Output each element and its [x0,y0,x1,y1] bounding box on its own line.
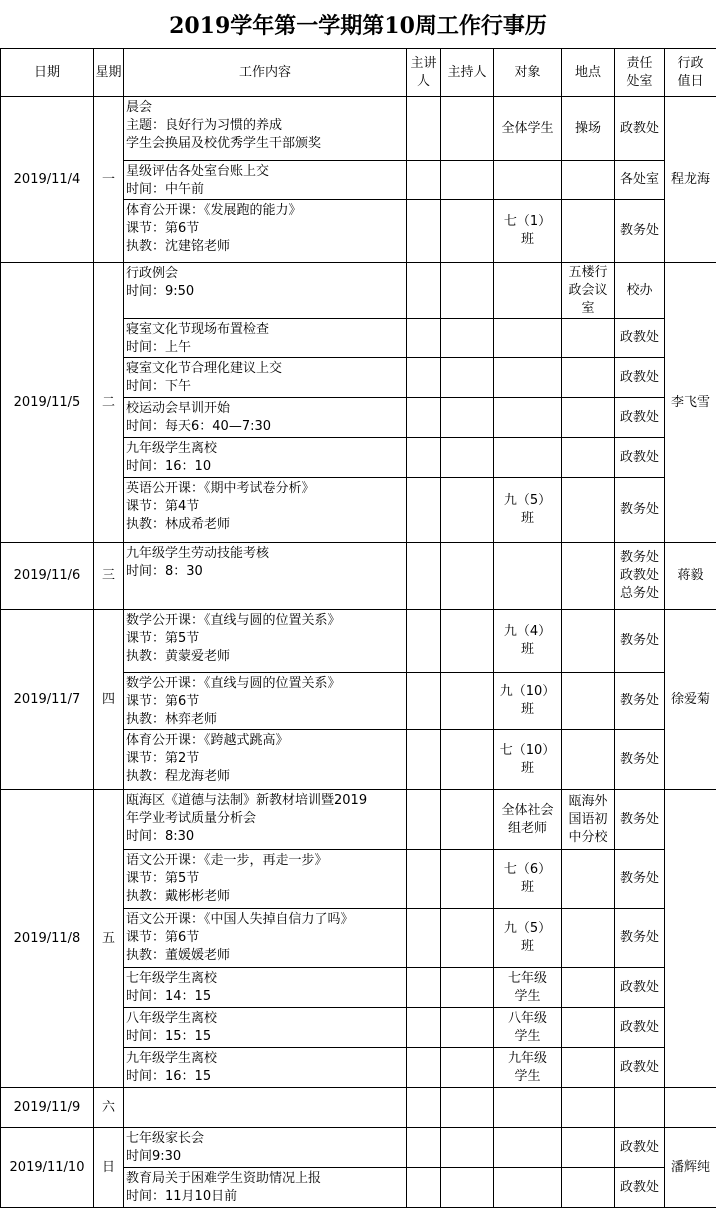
event-line: 九年级学生劳动技能考核 [126,545,406,563]
event-content-cell [124,1088,407,1128]
event-line: 时间：11月10日前 [126,1188,406,1206]
speaker-cell [407,543,441,610]
location-cell [562,263,615,319]
target-line: 班 [494,231,561,249]
target-cell [494,909,562,968]
location-cell [562,730,615,790]
dept-line: 政教处 [615,1139,664,1157]
event-content-cell [124,1008,407,1048]
event-line: 星级评估各处室台账上交 [126,163,406,181]
target-cell [494,478,562,543]
event-line: 执教：沈建铭老师 [126,238,406,256]
target-line: 全体学生 [494,120,561,138]
target-cell [494,610,562,673]
event-line: 课节：第4节 [126,498,406,516]
event-line: 行政例会 [126,265,406,283]
dept-cell [615,1008,665,1048]
dept-line: 教务处 [615,870,664,888]
event-line: 主题：良好行为习惯的养成 [126,117,406,135]
target-cell [494,97,562,161]
event-line: 时间：8：30 [126,563,406,581]
header-dept [615,49,665,97]
date-cell: 2019/11/4 [1,97,94,263]
event-content-cell [124,1048,407,1088]
event-content-cell [124,543,407,610]
dept-line: 政教处 [615,329,664,347]
weekday-cell: 日 [94,1128,124,1208]
dept-line: 政教处 [615,449,664,467]
host-cell [441,673,494,730]
target-line: 八年级 [494,1010,561,1028]
schedule-row [1,790,716,850]
date-cell: 2019/11/8 [1,790,94,1088]
speaker-cell [407,1168,441,1208]
target-line: 九年级 [494,1050,561,1068]
dept-line: 政教处 [615,120,664,138]
speaker-cell [407,1128,441,1168]
location-cell [562,358,615,398]
location-line: 室 [562,300,614,318]
target-line: 七（10） [494,742,561,760]
target-cell [494,438,562,478]
duty-cell: 徐爱菊 [665,610,716,790]
location-cell [562,1168,615,1208]
location-cell [562,478,615,543]
speaker-cell [407,478,441,543]
location-line: 五楼行 [562,264,614,282]
header-duty [665,49,716,97]
target-line: 七（1） [494,213,561,231]
host-cell [441,1088,494,1128]
host-cell [441,1048,494,1088]
date-cell: 2019/11/6 [1,543,94,610]
host-cell [441,398,494,438]
location-cell [562,790,615,850]
event-line: 时间：15：15 [126,1028,406,1046]
dept-cell [615,1048,665,1088]
speaker-cell [407,358,441,398]
target-line: 七（6） [494,861,561,879]
header-dept-line: 处室 [615,73,664,91]
dept-cell [615,1128,665,1168]
event-content-cell [124,358,407,398]
event-line: 课节：第5节 [126,870,406,888]
speaker-cell [407,673,441,730]
event-line: 数学公开课：《直线与圆的位置关系》 [126,675,406,693]
host-cell [441,543,494,610]
location-cell [562,438,615,478]
event-line: 时间：下午 [126,378,406,396]
event-content-cell [124,97,407,161]
host-cell [441,1168,494,1208]
location-cell [562,161,615,200]
target-cell [494,850,562,909]
header-weekday: 星期 [94,49,124,97]
target-cell [494,161,562,200]
host-cell [441,968,494,1008]
host-cell [441,97,494,161]
speaker-cell [407,200,441,263]
event-content-cell [124,1168,407,1208]
event-line: 课节：第6节 [126,929,406,947]
target-cell [494,398,562,438]
host-cell [441,730,494,790]
header-speaker-line: 人 [407,73,440,91]
dept-cell [615,968,665,1008]
schedule-body [1,97,716,1208]
host-cell [441,1008,494,1048]
speaker-cell [407,319,441,358]
target-cell [494,1048,562,1088]
target-line: 班 [494,510,561,528]
target-cell [494,358,562,398]
location-cell [562,850,615,909]
event-line: 时间：16：10 [126,458,406,476]
event-line: 英语公开课：《期中考试卷分析》 [126,480,406,498]
event-line: 课节：第6节 [126,693,406,711]
target-line: 七年级 [494,970,561,988]
dept-line: 教务处 [615,549,664,567]
location-line: 操场 [562,120,614,138]
schedule-row [1,1088,716,1128]
target-cell [494,673,562,730]
speaker-cell [407,610,441,673]
dept-line: 教务处 [615,501,664,519]
target-line: 九（10） [494,683,561,701]
date-cell: 2019/11/9 [1,1088,94,1128]
page-title: 2019学年第一学期第10周工作行事历 [0,0,716,48]
dept-cell [615,730,665,790]
host-cell [441,438,494,478]
target-line: 学生 [494,988,561,1006]
event-line: 执教：程龙海老师 [126,768,406,786]
dept-line: 政教处 [615,567,664,585]
weekday-cell: 二 [94,263,124,543]
event-line: 时间：16：15 [126,1068,406,1086]
event-line: 执教：黄蒙爱老师 [126,648,406,666]
header-content: 工作内容 [124,49,407,97]
speaker-cell [407,1008,441,1048]
location-cell [562,610,615,673]
target-cell [494,200,562,263]
speaker-cell [407,968,441,1008]
target-line: 班 [494,701,561,719]
event-line: 九年级学生离校 [126,440,406,458]
dept-cell [615,319,665,358]
location-cell [562,97,615,161]
speaker-cell [407,850,441,909]
dept-line: 教务处 [615,811,664,829]
date-cell: 2019/11/5 [1,263,94,543]
location-line: 国语初 [562,811,614,829]
target-cell [494,543,562,610]
event-line: 学生会换届及校优秀学生干部颁奖 [126,135,406,153]
date-cell: 2019/11/7 [1,610,94,790]
event-content-cell [124,263,407,319]
dept-line: 教务处 [615,632,664,650]
event-line: 寝室文化节现场布置检查 [126,321,406,339]
event-line: 语文公开课：《走一步，再走一步》 [126,852,406,870]
location-cell [562,543,615,610]
header-duty-line: 行政 [665,55,716,73]
schedule-row [1,610,716,673]
event-line: 七年级家长会 [126,1130,406,1148]
event-line: 寝室文化节合理化建议上交 [126,360,406,378]
dept-line: 政教处 [615,409,664,427]
host-cell [441,1128,494,1168]
event-line: 晨会 [126,99,406,117]
event-content-cell [124,850,407,909]
target-cell [494,1008,562,1048]
event-line: 七年级学生离校 [126,970,406,988]
target-line: 班 [494,641,561,659]
event-line: 执教：戴彬彬老师 [126,888,406,906]
speaker-cell [407,97,441,161]
target-cell [494,968,562,1008]
dept-line: 教务处 [615,751,664,769]
event-line: 年学业考试质量分析会 [126,810,406,828]
event-line: 执教：林弈老师 [126,711,406,729]
location-cell [562,398,615,438]
event-line: 体育公开课：《跨越式跳高》 [126,732,406,750]
speaker-cell [407,1048,441,1088]
header-target: 对象 [494,49,562,97]
location-cell [562,200,615,263]
header-speaker [407,49,441,97]
duty-cell: 程龙海 [665,97,716,263]
dept-line: 教务处 [615,929,664,947]
location-cell [562,1128,615,1168]
header-dept-line: 责任 [615,55,664,73]
dept-line: 政教处 [615,1019,664,1037]
event-line: 教育局关于困难学生资助情况上报 [126,1170,406,1188]
header-location: 地点 [562,49,615,97]
event-line: 时间：每天6：40—7:30 [126,418,406,436]
location-cell [562,1088,615,1128]
event-line: 执教：董媛媛老师 [126,947,406,965]
target-line: 学生 [494,1028,561,1046]
target-line: 全体社会 [494,802,561,820]
event-line: 执教：林成希老师 [126,516,406,534]
dept-cell [615,263,665,319]
dept-cell [615,909,665,968]
header-date: 日期 [1,49,94,97]
dept-line: 政教处 [615,1179,664,1197]
dept-cell [615,438,665,478]
dept-cell [615,1168,665,1208]
weekday-cell: 五 [94,790,124,1088]
host-cell [441,478,494,543]
host-cell [441,909,494,968]
schedule-row [1,263,716,319]
speaker-cell [407,263,441,319]
event-line: 数学公开课：《直线与圆的位置关系》 [126,612,406,630]
host-cell [441,610,494,673]
weekday-cell: 三 [94,543,124,610]
location-cell [562,909,615,968]
event-line: 时间：9:50 [126,283,406,301]
dept-line: 总务处 [615,585,664,603]
dept-line: 教务处 [615,692,664,710]
event-content-cell [124,610,407,673]
duty-cell: 李飞雪 [665,263,716,543]
location-cell [562,1008,615,1048]
event-line: 时间：8:30 [126,828,406,846]
location-line: 政会议 [562,282,614,300]
event-line: 课节：第5节 [126,630,406,648]
dept-cell [615,610,665,673]
dept-cell [615,673,665,730]
duty-cell [665,790,716,1088]
dept-cell [615,398,665,438]
dept-line: 政教处 [615,979,664,997]
date-cell: 2019/11/10 [1,1128,94,1208]
target-line: 班 [494,938,561,956]
event-line: 时间：14：15 [126,988,406,1006]
target-cell [494,1088,562,1128]
dept-line: 校办 [615,282,664,300]
event-content-cell [124,438,407,478]
event-content-cell [124,161,407,200]
event-content-cell [124,478,407,543]
host-cell [441,850,494,909]
event-content-cell [124,673,407,730]
location-cell [562,1048,615,1088]
duty-cell: 潘辉纯 [665,1128,716,1208]
event-line: 时间9:30 [126,1148,406,1166]
host-cell [441,200,494,263]
schedule-row [1,97,716,161]
header-host: 主持人 [441,49,494,97]
target-line: 九（5） [494,920,561,938]
event-content-cell [124,730,407,790]
speaker-cell [407,438,441,478]
location-line: 瓯海外 [562,793,614,811]
target-cell [494,263,562,319]
header-speaker-line: 主讲 [407,55,440,73]
dept-cell [615,478,665,543]
target-line: 学生 [494,1068,561,1086]
location-line: 中分校 [562,829,614,847]
event-content-cell [124,1128,407,1168]
target-cell [494,1168,562,1208]
dept-cell [615,850,665,909]
location-cell [562,319,615,358]
event-line: 课节：第6节 [126,220,406,238]
weekday-cell: 四 [94,610,124,790]
host-cell [441,319,494,358]
speaker-cell [407,161,441,200]
host-cell [441,358,494,398]
target-line: 班 [494,879,561,897]
event-line: 体育公开课：《发展跑的能力》 [126,202,406,220]
schedule-row [1,543,716,610]
duty-cell: 蒋毅 [665,543,716,610]
host-cell [441,263,494,319]
dept-cell [615,543,665,610]
event-line: 九年级学生离校 [126,1050,406,1068]
event-line: 语文公开课：《中国人失掉自信力了吗》 [126,911,406,929]
dept-line: 教务处 [615,222,664,240]
host-cell [441,161,494,200]
event-content-cell [124,790,407,850]
speaker-cell [407,730,441,790]
target-line: 九（5） [494,492,561,510]
schedule-row [1,1128,716,1168]
dept-cell [615,161,665,200]
speaker-cell [407,398,441,438]
event-content-cell [124,319,407,358]
event-line: 课节：第2节 [126,750,406,768]
target-cell [494,1128,562,1168]
event-content-cell [124,909,407,968]
dept-cell [615,790,665,850]
event-line: 时间：上午 [126,339,406,357]
dept-line: 政教处 [615,1059,664,1077]
dept-line: 各处室 [615,171,664,189]
event-line: 瓯海区《道德与法制》新教材培训暨2019 [126,792,406,810]
target-line: 组老师 [494,820,561,838]
speaker-cell [407,1088,441,1128]
dept-cell [615,97,665,161]
location-cell [562,673,615,730]
dept-cell [615,200,665,263]
event-line: 校运动会早训开始 [126,400,406,418]
target-cell [494,730,562,790]
weekday-cell: 六 [94,1088,124,1128]
event-content-cell [124,968,407,1008]
speaker-cell [407,909,441,968]
target-cell [494,790,562,850]
host-cell [441,790,494,850]
target-line: 班 [494,760,561,778]
event-content-cell [124,200,407,263]
dept-cell [615,1088,665,1128]
dept-cell [615,358,665,398]
dept-line: 政教处 [615,369,664,387]
event-content-cell [124,398,407,438]
speaker-cell [407,790,441,850]
header-duty-line: 值日 [665,73,716,91]
target-line: 九（4） [494,623,561,641]
event-line: 时间：中午前 [126,181,406,199]
header-row [1,49,716,97]
location-cell [562,968,615,1008]
weekday-cell: 一 [94,97,124,263]
duty-cell [665,1088,716,1128]
target-cell [494,319,562,358]
event-line: 八年级学生离校 [126,1010,406,1028]
schedule-table [0,48,716,1208]
